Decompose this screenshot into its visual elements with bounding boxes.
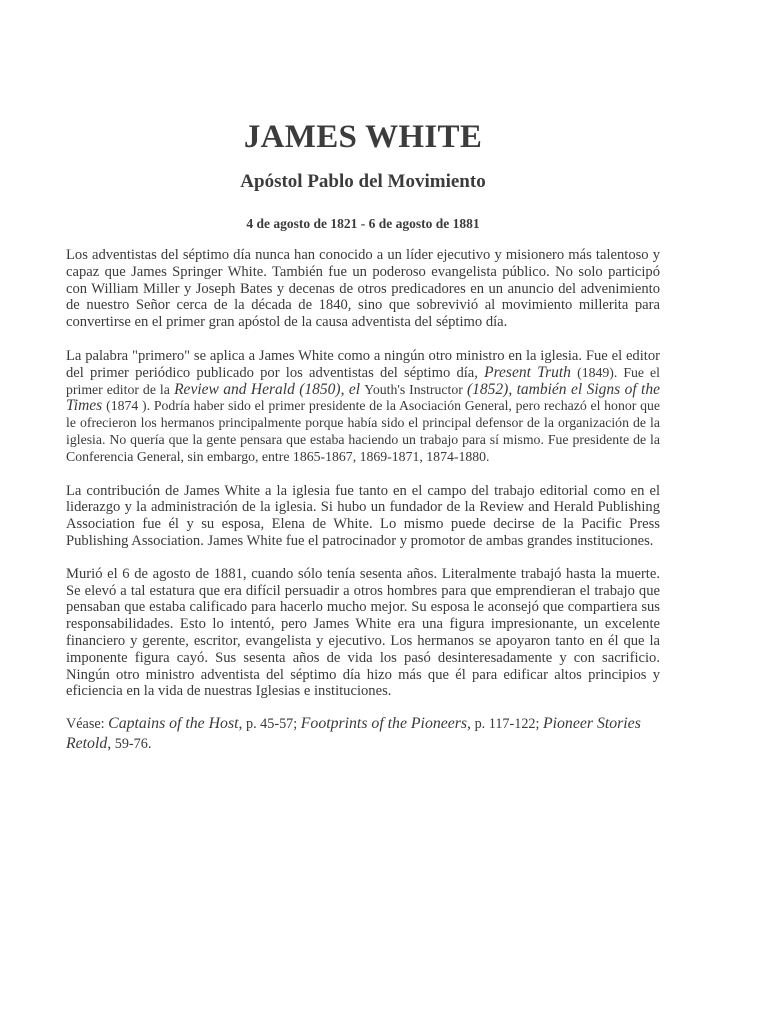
reference-captains-of-the-host: Captains of the Host, — [108, 715, 243, 733]
paragraph-contribution: La contribución de James White a la iglesia fue tanto en el campo del trabajo editorial como en el liderazgo y la administración de la iglesia. Si hubo un fundador de la Review and Herald Publishing Association fue él y su esposa, Elena de White. Lo mismo puede decirse de la Pacific Press Publishing Association. James White fue el patrocinador y promotor de ambas grandes instituciones. — [66, 482, 660, 549]
paragraph-firsts-text-c: (1849). Fue el primer editor de la — [66, 364, 660, 397]
publication-present-truth: Present Truth — [484, 363, 571, 381]
publication-youths-instructor: Youth's Instructor — [364, 381, 463, 397]
paragraph-firsts-text-a: La palabra "primero" se aplica a James White como a ningún otro ministro en la iglesia. Fue el editor del primer periódico publicado por los adventistas del séptimo día, — [66, 347, 660, 381]
publication-signs-of-the-times: (1852), también el Signs of the Times — [66, 380, 660, 415]
references — [66, 714, 660, 754]
page-title: JAMES WHITE — [243, 119, 483, 155]
reference-pioneer-stories-retold: Pioneer Stories Retold, — [66, 715, 641, 753]
reference-pages-1: p. 45-57; — [245, 716, 298, 733]
reference-pages-3: 59-76. — [114, 736, 152, 753]
paragraph-death: Murió el 6 de agosto de 1881, cuando sólo tenía sesenta años. Literalmente trabajó hasta la muerte. Se elevó a tal estatura que era difícil persuadir a otros hombres para que emprendieran el trabajo que pensaban que estaba calificado para hacerlo mucho mejor. Su esposa le aconsejó que compartiera sus responsabilidades. Esto lo intentó, pero James White era una figura impresionante, un excelente financiero y gerente, escritor, evangelista y ejecutivo. Los hermanos se apoyaron tanto en él que la imponente figura cayó. Sus sesenta años de vida los pasó desinteresadamente y con sacrificio. Ningún otro ministro adventista del séptimo día hizo más que él para edificar altos principios y eficiencia en la vida de nuestras Iglesias e instituciones. — [66, 565, 660, 700]
life-dates: 4 de agosto de 1821 - 6 de agosto de 1881 — [246, 216, 480, 231]
article-body — [66, 247, 660, 770]
paragraph-intro: Los adventistas del séptimo día nunca han conocido a un líder ejecutivo y misionero más talentoso y capaz que James Springer White. También fue un poderoso evangelista público. No solo participó con William Miller y Joseph Bates y decenas de otros predicadores en un anuncio del advenimiento de nuestro Señor cerca de la década de 1840, sino que sobrevivió al movimiento millerita para convertirse en el primer gran apóstol de la causa adventista del séptimo día. — [66, 247, 660, 331]
page-subtitle: Apóstol Pablo del Movimiento — [240, 171, 486, 192]
reference-pages-2: p. 117-122; — [474, 716, 540, 733]
paragraph-firsts-text-g: (1874 ). Podría haber sido el primer presidente de la Asociación General, pero rechazó el honor que le ofrecieron los hermanos principalmente porque había sido el principal defensor de la organización de la iglesia. No quería que la gente pensara que estaba haciendo un trabajo para sí mismo. Fue presidente de la Conferencia General, sin embargo, entre 1865-1867, 1869-1871, 1874-1880. — [66, 398, 660, 464]
reference-footprints-of-the-pioneers: Footprints of the Pioneers, — [300, 715, 472, 733]
publication-review-and-herald: Review and Herald (1850), el — [174, 380, 361, 398]
references-label: Véase: — [66, 716, 105, 733]
paragraph-firsts — [66, 348, 660, 466]
references-line — [66, 714, 660, 754]
